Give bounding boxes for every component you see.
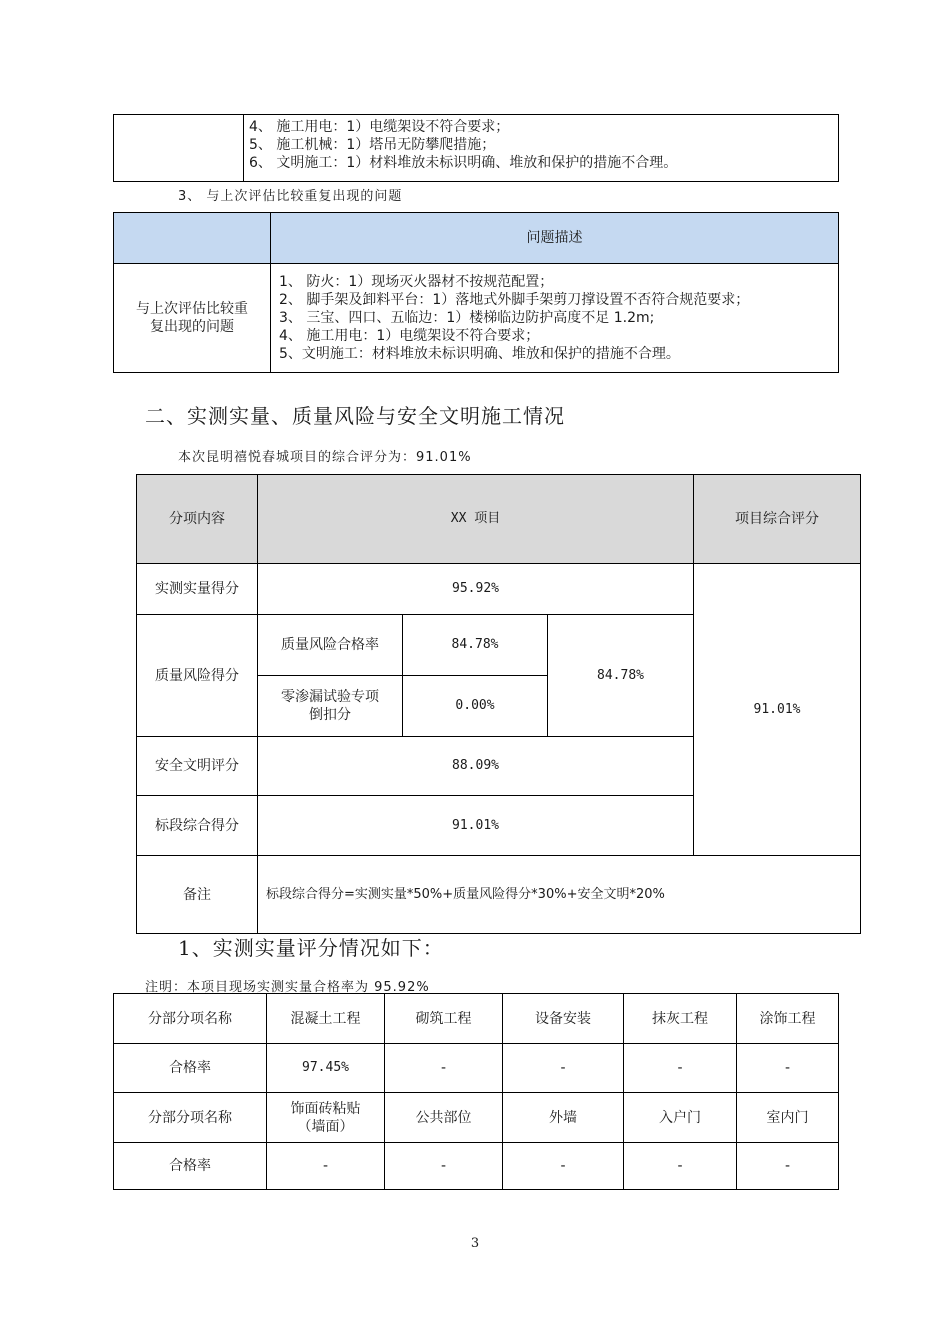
issue-line: 4、 施工用电：1）电缆架设不符合要求； [249, 119, 510, 135]
table-prior-issues [113, 114, 839, 182]
measure-item-name: 公共部位 [385, 1093, 503, 1143]
issue-line: 4、 施工用电：1）电缆架设不符合要求； [279, 328, 540, 344]
table-prior-issues-label-cell [114, 115, 244, 182]
table-prior-issues-content [244, 115, 839, 182]
safety-value: 88.09% [258, 737, 694, 796]
measure-rate-value: - [737, 1044, 839, 1093]
table-repeat-issues [113, 212, 839, 373]
measure-item-name: 入户门 [624, 1093, 737, 1143]
measure-rate-label: 合格率 [114, 1044, 267, 1093]
measure-item-name: 砌筑工程 [385, 994, 503, 1044]
quality-pass-value: 84.78% [403, 615, 548, 676]
measure-rate-label: 合格率 [114, 1143, 267, 1190]
measure-item-name: 设备安装 [503, 994, 624, 1044]
measure-rate-value: - [267, 1143, 385, 1190]
page-number: 3 [470, 1236, 480, 1251]
section3-title: 3、 与上次评估比较重复出现的问题 [178, 189, 403, 204]
measure-item-name: 涂饰工程 [737, 994, 839, 1044]
table-repeat-issues-corner [114, 213, 271, 264]
leak-value: 0.00% [403, 676, 548, 737]
score-header-project: XX 项目 [258, 475, 694, 564]
measure-rate-value: - [385, 1143, 503, 1190]
table-repeat-issues-label: 与上次评估比较重 复出现的问题 [114, 264, 271, 373]
total-score-value: 91.01% [694, 564, 861, 856]
measure-rate-value: - [624, 1143, 737, 1190]
measure-item-name: 饰面砖粘贴 （墙面） [267, 1093, 385, 1143]
measure-rate-value: - [737, 1143, 839, 1190]
issue-line: 5、 施工机械：1）塔吊无防攀爬措施； [249, 137, 496, 153]
leak-label: 零渗漏试验专项 倒扣分 [258, 676, 403, 737]
measure-item-name: 混凝土工程 [267, 994, 385, 1044]
remark-label: 备注 [137, 856, 258, 934]
issue-line: 2、 脚手架及卸料平台：1）落地式外脚手架剪刀撑设置不否符合规范要求； [279, 292, 750, 308]
measure-item-name: 外墙 [503, 1093, 624, 1143]
quality-pass-label: 质量风险合格率 [258, 615, 403, 676]
measure-rate-value: 97.45% [267, 1044, 385, 1093]
score-header-total: 项目综合评分 [694, 475, 861, 564]
issue-line: 3、 三宝、四口、五临边：1）楼梯临边防护高度不足 1.2m; [279, 310, 655, 326]
table-repeat-issues-content [271, 264, 839, 373]
score-table [136, 474, 861, 934]
section-score-value: 91.01% [258, 796, 694, 856]
remark-text: 标段综合得分=实测实量*50%+质量风险得分*30%+安全文明*20% [258, 856, 861, 934]
issue-line: 6、 文明施工：1）材料堆放未标识明确、堆放和保护的措施不合理。 [249, 155, 678, 171]
quality-score-value: 84.78% [548, 615, 694, 737]
issue-line: 5、文明施工：材料堆放未标识明确、堆放和保护的措施不合理。 [279, 346, 680, 362]
measure-row-label: 分部分项名称 [114, 1093, 267, 1143]
table-repeat-issues-header: 问题描述 [271, 213, 839, 264]
measure-section-title: 1、实测实量评分情况如下： [178, 936, 444, 960]
measure-item-name: 抹灰工程 [624, 994, 737, 1044]
measure-section-note: 注明：本项目现场实测实量合格率为 95.92% [145, 980, 430, 995]
issue-line: 1、 防火：1）现场灭火器材不按规范配置； [279, 274, 554, 290]
measure-item-name: 室内门 [737, 1093, 839, 1143]
section2-title: 二、实测实量、质量风险与安全文明施工情况 [145, 404, 565, 428]
measure-table [113, 993, 839, 1190]
score-header-item: 分项内容 [137, 475, 258, 564]
measure-rate-value: - [503, 1143, 624, 1190]
measure-row-label: 分部分项名称 [114, 994, 267, 1044]
section-score-label: 标段综合得分 [137, 796, 258, 856]
safety-label: 安全文明评分 [137, 737, 258, 796]
measure-rate-value: - [624, 1044, 737, 1093]
measure-value: 95.92% [258, 564, 694, 615]
measure-rate-value: - [385, 1044, 503, 1093]
section2-summary: 本次昆明禧悦春城项目的综合评分为：91.01% [178, 450, 472, 465]
measure-rate-value: - [503, 1044, 624, 1093]
measure-label: 实测实量得分 [137, 564, 258, 615]
quality-label: 质量风险得分 [137, 615, 258, 737]
